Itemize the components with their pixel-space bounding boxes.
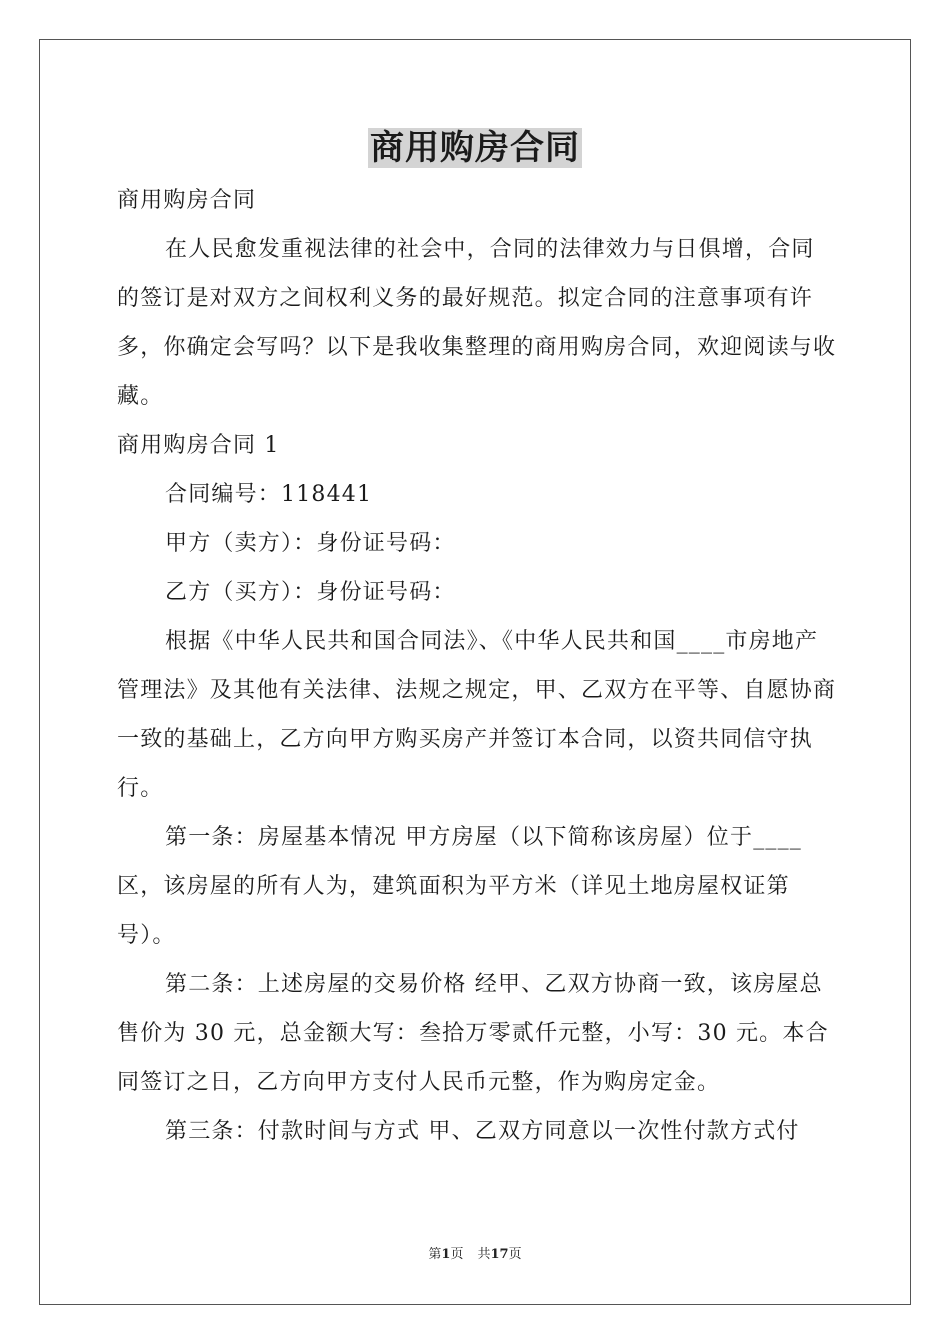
paragraph-article-2: 第二条：上述房屋的交易价格 经甲、乙双方协商一致，该房屋总售价为 30 元，总金额大写：叁拾万零贰仟元整，小写：30 元。本合同签订之日，乙方向甲方支付人民币元整，作为购房定金。	[117, 972, 829, 1095]
paragraph-party-b: 乙方（买方）：身份证号码：	[165, 580, 456, 605]
footer-page-prefix: 第	[428, 1247, 442, 1262]
paragraph-subtitle: 商用购房合同	[117, 188, 257, 213]
footer-page-suffix: 页	[450, 1247, 464, 1262]
paragraph-article-3: 第三条：付款时间与方式 甲、乙双方同意以一次性付款方式付	[165, 1119, 800, 1144]
paragraph-section-heading: 商用购房合同 1	[117, 433, 280, 458]
document-title	[0, 126, 950, 170]
document-body	[117, 176, 837, 1156]
paragraph-contract-number: 合同编号：118441	[165, 482, 373, 507]
footer-total-suffix: 页	[508, 1247, 522, 1262]
paragraph-party-a: 甲方（卖方）：身份证号码：	[165, 531, 456, 556]
footer-total-prefix: 共	[477, 1247, 491, 1262]
document-title-text: 商用购房合同	[370, 128, 580, 168]
page-footer	[0, 1246, 950, 1264]
footer-page-number: 1	[441, 1247, 451, 1262]
paragraph-intro: 在人民愈发重视法律的社会中，合同的法律效力与日俱增，合同的签订是对双方之间权利义务的最好规范。拟定合同的注意事项有许多，你确定会写吗？以下是我收集整理的商用购房合同，欢迎阅读与收藏。	[117, 237, 837, 409]
footer-total-pages: 17	[490, 1247, 509, 1262]
paragraph-article-1: 第一条：房屋基本情况 甲方房屋（以下简称该房屋）位于____区，该房屋的所有人为，建筑面积为平方米（详见土地房屋权证第号）。	[117, 825, 802, 948]
paragraph-legal-basis: 根据《中华人民共和国合同法》、《中华人民共和国____市房地产管理法》及其他有关法律、法规之规定，甲、乙双方在平等、自愿协商一致的基础上，乙方向甲方购买房产并签订本合同，以资共同信守执行。	[117, 629, 837, 801]
